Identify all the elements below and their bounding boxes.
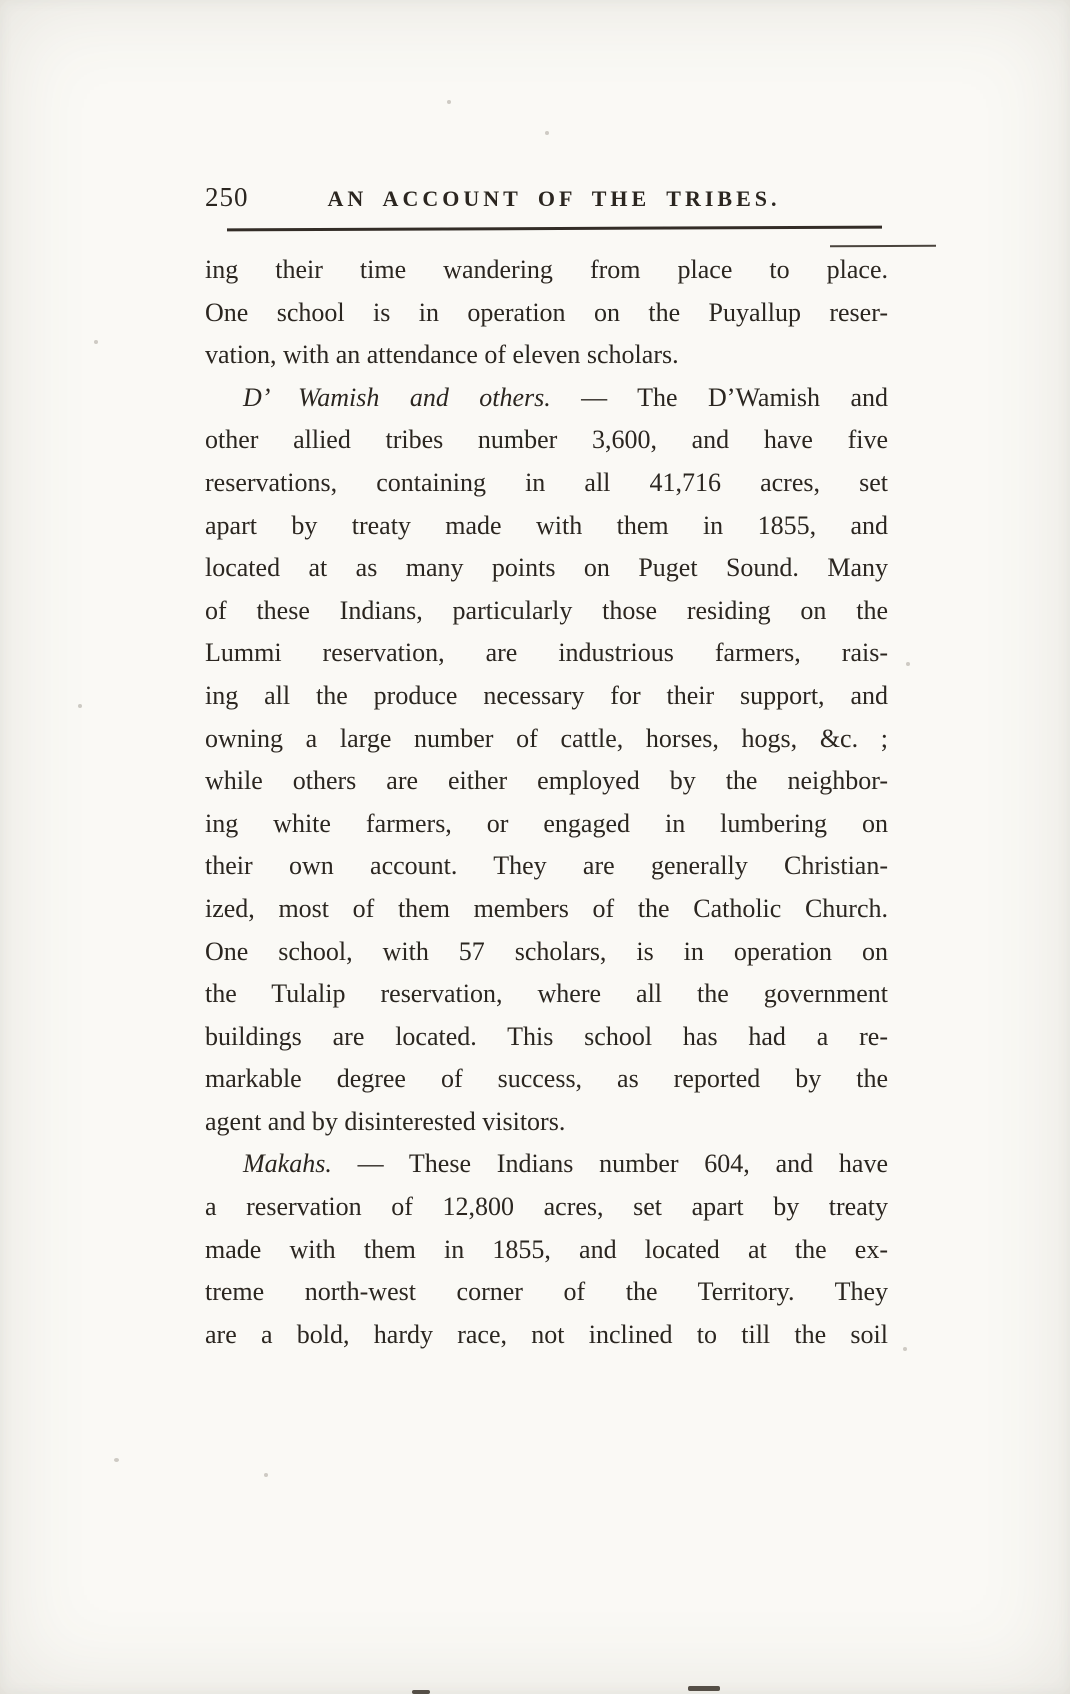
page-number: 250 — [205, 182, 249, 212]
scan-speckle — [906, 662, 910, 666]
scan-speckle — [78, 704, 82, 708]
text-line: are a bold, hardy race, not inclined to till the soil — [205, 1319, 888, 1349]
text-line: owning a large number of cattle, horses, hogs, &c. ; — [205, 723, 888, 753]
paragraph — [205, 249, 888, 377]
text-line: ing white farmers, or engaged in lumbering on — [205, 808, 888, 838]
scan-speckle — [114, 1458, 119, 1462]
text-line: other allied tribes number 3,600, and have five — [205, 425, 888, 455]
text-line: the Tulalip reservation, where all the government — [205, 979, 888, 1009]
paragraph-lead-italic: D’ Wamish and others. — [243, 382, 551, 412]
paragraph — [205, 1143, 888, 1356]
text-line: located at as many points on Puget Sound. Many — [205, 553, 888, 583]
text-line: ing all the produce necessary for their support, and — [205, 680, 888, 710]
running-title: AN ACCOUNT OF THE TRIBES. — [327, 186, 781, 211]
text-line: One school, with 57 scholars, is in operation on — [205, 936, 888, 966]
text-line: markable degree of success, as reported by the — [205, 1064, 888, 1094]
text-line: D’ Wamish and others. — The D’Wamish and — [243, 382, 888, 412]
text-line: of these Indians, particularly those residing on the — [205, 595, 888, 625]
text-line: their own account. They are generally Christian- — [205, 851, 888, 881]
text-line: treme north-west corner of the Territory. They — [205, 1277, 888, 1307]
scan-speckle — [447, 100, 451, 104]
text-line: ized, most of them members of the Catholic Church. — [205, 893, 888, 923]
header-rule — [227, 226, 882, 232]
text-line: buildings are located. This school has had a re- — [205, 1021, 888, 1051]
text-line: a reservation of 12,800 acres, set apart by treaty — [205, 1192, 888, 1222]
text-line: Lummi reservation, are industrious farmers, rais- — [205, 638, 888, 668]
text-line: made with them in 1855, and located at the ex- — [205, 1234, 888, 1264]
page-header — [205, 182, 888, 213]
scan-speckle — [545, 131, 549, 135]
text-line: agent and by disinterested visitors. — [205, 1106, 566, 1136]
scan-edge-mark — [412, 1690, 430, 1694]
text-line: vation, with an attendance of eleven scholars. — [205, 340, 679, 370]
paragraph-lead-italic: Makahs. — [243, 1149, 332, 1179]
page-content — [205, 182, 888, 1356]
scan-speckle — [903, 1347, 907, 1351]
body-text — [205, 249, 888, 1356]
text-line: while others are either employed by the neighbor- — [205, 766, 888, 796]
text-line: reservations, containing in all 41,716 acres, set — [205, 467, 888, 497]
scan-speckle — [94, 340, 98, 344]
text-line: Makahs. — These Indians number 604, and have — [243, 1149, 888, 1179]
text-line: One school is in operation on the Puyallup reser- — [205, 297, 888, 327]
scan-speckle — [264, 1473, 268, 1477]
scan-edge-mark — [688, 1686, 720, 1691]
text-line: apart by treaty made with them in 1855, and — [205, 510, 888, 540]
text-line: ing their time wandering from place to place. — [205, 255, 888, 284]
paragraph — [205, 377, 888, 1144]
